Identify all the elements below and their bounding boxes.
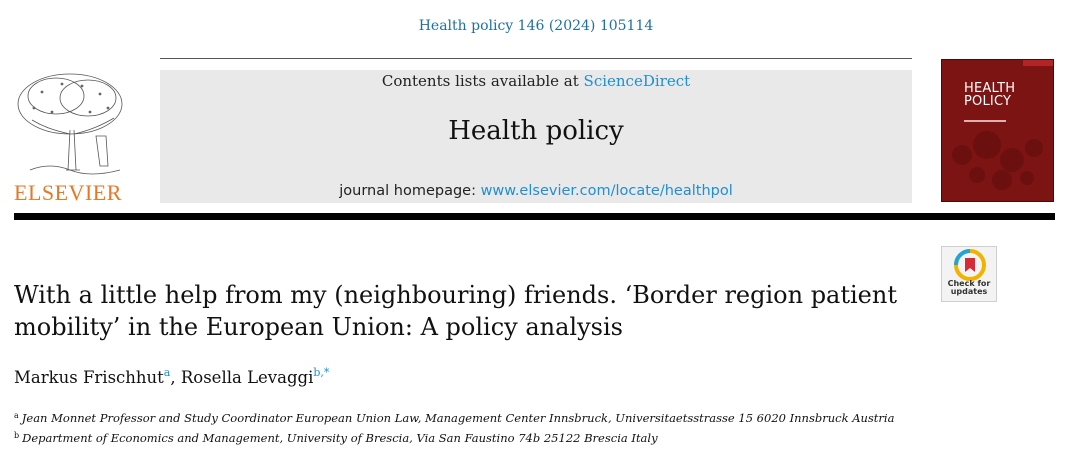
check-for-updates-badge[interactable] [941, 246, 997, 302]
affiliation-text: Department of Economics and Management, University of Brescia, Via San Faustino 74b 25122 Brescia Italy [22, 431, 658, 445]
author-name[interactable]: Markus Frischhut [14, 368, 164, 387]
header-rule [160, 58, 912, 59]
author-affil-mark[interactable]: a [163, 366, 171, 379]
contents-prefix: Contents lists available at [381, 72, 584, 90]
journal-citation[interactable]: Health policy 146 (2024) 105114 [418, 18, 654, 34]
author-list: Markus Frischhut$^a$, Rosella Levaggi$^{b,*}$ [14, 366, 330, 387]
affiliation-mark: a [14, 411, 19, 420]
journal-title: Health policy [448, 116, 624, 146]
check-updates-line2: updates [950, 287, 988, 296]
affiliation-mark: b [14, 431, 20, 440]
affiliation-item [14, 407, 894, 427]
check-updates-icon [953, 249, 987, 281]
header-thick-rule [14, 213, 1055, 220]
author-affil-mark[interactable]: b,* [313, 366, 330, 379]
affiliation-text: Jean Monnet Professor and Study Coordinator European Union Law, Management Center Innsbruck, Universitaetsstrasse 15 6020 Innsbruck Austria [21, 411, 895, 425]
contents-line [160, 72, 912, 90]
check-updates-line1: Check for [947, 279, 991, 288]
sciencedirect-link[interactable]: ScienceDirect [583, 72, 691, 90]
journal-cover-thumbnail[interactable] [941, 59, 1054, 202]
homepage-prefix: journal homepage: [339, 183, 481, 199]
article-title [14, 279, 914, 343]
affiliation-item [14, 427, 894, 447]
check-updates-text [942, 280, 996, 296]
homepage-link[interactable]: www.elsevier.com/locate/healthpol [480, 183, 733, 199]
journal-banner [160, 70, 912, 203]
article-title-line2: mobility’ in the European Union: A policy analysis [14, 313, 623, 341]
affiliations [14, 407, 894, 447]
cover-title [964, 82, 1015, 108]
article-title-line1: With a little help from my (neighbouring) friends. ‘Border region patient [14, 281, 897, 309]
elsevier-wordmark: ELSEVIER [14, 180, 122, 205]
cover-title-line2: POLICY [964, 94, 1012, 109]
journal-homepage-line [160, 183, 912, 199]
cover-title-line1: HEALTH [964, 81, 1016, 96]
author-name[interactable]: Rosella Levaggi [180, 368, 314, 387]
